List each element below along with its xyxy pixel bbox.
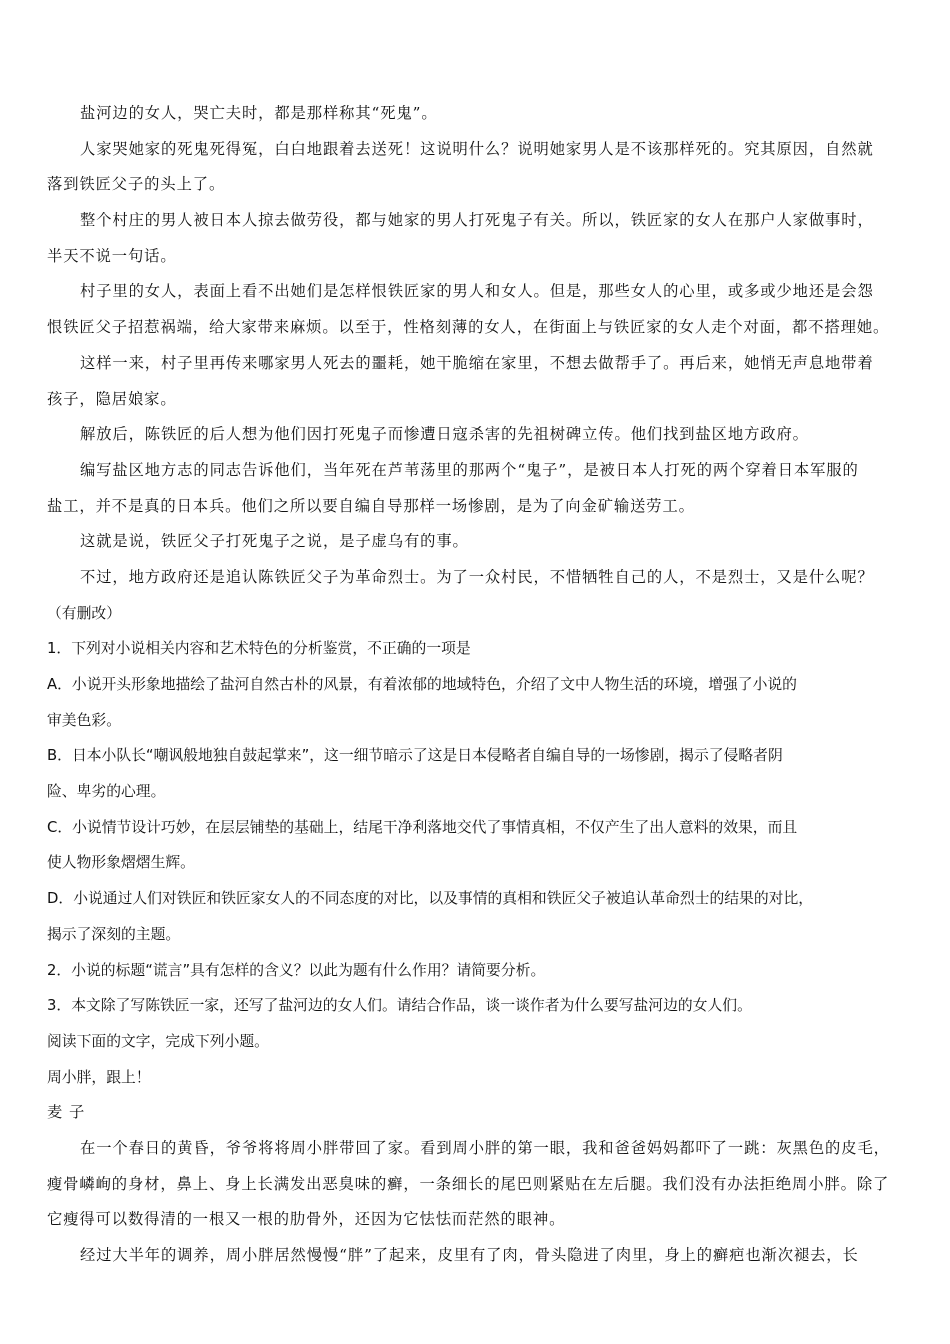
document-page (47, 96, 907, 1274)
question-1: 1．下列对小说相关内容和艺术特色的分析鉴赏，不正确的一项是 (47, 640, 471, 658)
option-b-line-2: 险、卑劣的心理。 (47, 783, 166, 801)
option-a-line-1: A．小说开头形象地描绘了盐河自然古朴的风景，有着浓郁的地域特色，介绍了文中人物生活的环境，增强了小说的 (47, 676, 797, 693)
paragraph-line-4: 整个村庄的男人被日本人掠去做劳役，都与她家的男人打死鬼子有关。所以，铁匠家的女人在那户人家做事时， (80, 211, 874, 230)
option-c-line-2: 使人物形象熠熠生辉。 (47, 854, 195, 872)
paragraph-line-12: 盐工，并不是真的日本兵。他们之所以要自编自导那样一场惨剧，是为了向金矿输送劳工。 (47, 496, 695, 515)
question-3: 3．本文除了写陈铁匠一家，还写了盐河边的女人们。请结合作品，谈一谈作者为什么要写盐河边的女人们。 (47, 997, 752, 1015)
edit-note: （有删改） (47, 604, 121, 622)
paragraph-line-9: 孩子，隐居娘家。 (47, 389, 177, 408)
paragraph-line-2: 人家哭她家的死鬼死得冤，白白地跟着去送死！这说明什么？说明她家男人是不该那样死的。究其原因，自然就 (80, 139, 874, 158)
story-line-3: 它瘦得可以数得清的一根又一根的肋骨外，还因为它怯怯而茫然的眼神。 (47, 1210, 566, 1229)
question-2: 2．小说的标题“谎言”具有怎样的含义？以此为题有什么作用？请简要分析。 (47, 961, 546, 979)
reading-instruction: 阅读下面的文字，完成下列小题。 (47, 1032, 269, 1050)
paragraph-line-5: 半天不说一句话。 (47, 246, 177, 265)
story-line-2: 瘦骨嶙峋的身材，鼻上、身上长满发出恶臭味的癣，一条细长的尾巴则紧贴在左后腿。我们没有办法拒绝周小胖。除了 (47, 1174, 890, 1193)
paragraph-line-1: 盐河边的女人，哭亡夫时，都是那样称其“死鬼”。 (80, 104, 438, 122)
option-d-line-2: 揭示了深刻的主题。 (47, 925, 181, 943)
paragraph-line-10: 解放后，陈铁匠的后人想为他们因打死鬼子而惨遭日寇杀害的先祖树碑立传。他们找到盐区地方政府。 (80, 425, 809, 444)
paragraph-line-3: 落到铁匠父子的头上了。 (47, 175, 226, 194)
story-line-4: 经过大半年的调养，周小胖居然慢慢“胖”了起来，皮里有了肉，骨头隐进了肉里，身上的癣疤也渐次褪去，长 (80, 1246, 859, 1264)
paragraph-line-13: 这就是说，铁匠父子打死鬼子之说，是子虚乌有的事。 (80, 532, 469, 551)
story-line-1: 在一个春日的黄昏，爷爷将将周小胖带回了家。看到周小胖的第一眼，我和爸爸妈妈都吓了一跳：灰黑色的皮毛， (80, 1138, 890, 1157)
option-b-line-1: B．日本小队长“嘲讽般地独自鼓起掌来”，这一细节暗示了这是日本侵略者自编自导的一场惨剧，揭示了侵略者阴 (47, 747, 783, 765)
option-a-line-2: 审美色彩。 (47, 711, 121, 729)
paragraph-line-11: 编写盐区地方志的同志告诉他们，当年死在芦苇荡里的那两个“鬼子”，是被日本人打死的两个穿着日本军服的 (80, 460, 859, 479)
option-c-line-1: C．小说情节设计巧妙，在层层铺垫的基础上，结尾干净利落地交代了事情真相，不仅产生了出人意料的效果，而且 (47, 818, 798, 836)
story-author: 麦 子 (47, 1103, 86, 1122)
paragraph-line-7: 恨铁匠父子招惹祸端，给大家带来麻烦。以至于，性格刻薄的女人，在街面上与铁匠家的女人走个对面，都不搭理她。 (47, 318, 890, 337)
story-title: 周小胖，跟上！ (47, 1068, 151, 1086)
paragraph-line-14: 不过，地方政府还是追认陈铁匠父子为革命烈士。为了一众村民，不惜牺牲自己的人，不是烈士，又是什么呢？ (80, 567, 874, 586)
paragraph-line-8: 这样一来，村子里再传来哪家男人死去的噩耗，她干脆缩在家里，不想去做帮手了。再后来，她悄无声息地带着 (80, 353, 874, 372)
paragraph-line-6: 村子里的女人，表面上看不出她们是怎样恨铁匠家的男人和女人。但是，那些女人的心里，或多或少地还是会怨 (80, 282, 874, 301)
option-d-line-1: D．小说通过人们对铁匠和铁匠家女人的不同态度的对比，以及事情的真相和铁匠父子被追认革命烈士的结果的对比， (47, 890, 814, 908)
